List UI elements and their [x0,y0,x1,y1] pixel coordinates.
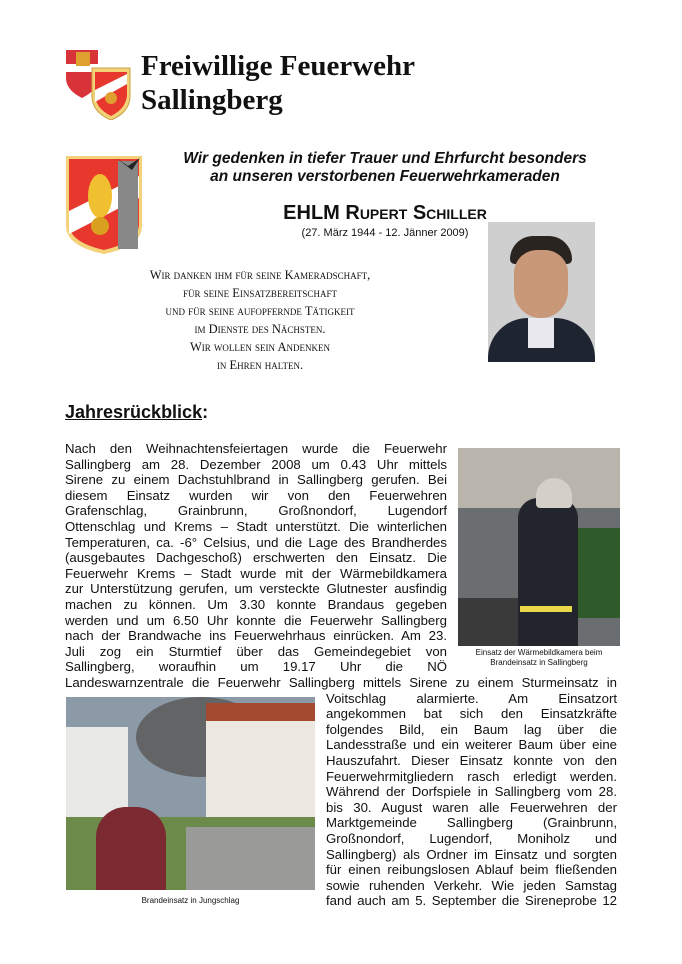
body-text-line: Voitschlag alarmierte. Am Einsatzort [326,690,617,706]
body-text-line: Feuerwehr Krems – Stadt wurde mit der Wärmebildkamera [65,565,447,581]
body-text-line: angekommen bat sich den Einsatzkräfte [326,706,617,722]
body-text-line: Sallingberg am 28. Dezember 2008 um 0.43 Uhr mittels [65,456,447,472]
section-heading-text: Jahresrückblick [65,402,203,422]
section-heading-colon: : [202,402,209,422]
photo1-caption [458,648,620,668]
body-text-line: Ottenschlag und Krems – Stadt unterstützt. Die winterlichen [65,519,447,534]
section-heading [65,402,208,423]
body-text-line: Nach den Weihnachtensfeiertagen wurde die Feuerwehr [65,441,447,456]
fire-brigade-logo [66,50,132,120]
body-text-line: (ausgebautes Dachgeschoß) erschwerten den Einsatz. Die [65,550,447,566]
thanks-line: für seine Einsatzbereitschaft [183,286,337,300]
body-text-line: Marktgemeinde Sallingberg (Grainbrunn, [326,815,617,831]
memorial-line-1: Wir gedenken in tiefer Trauer und Ehrfurcht besonders [183,150,587,167]
memorial-line-2: an unseren verstorbenen Feuerwehrkameraden [210,168,560,185]
thanks-line: Wir wollen sein Andenken [190,340,330,354]
body-text-line: diesem Einsatz wurden wir von den Feuerwehren [65,487,447,503]
fire-photo [66,697,315,890]
deceased-name: EHLM Rupert Schiller [283,202,487,224]
title-line-1: Freiwillige Feuerwehr [141,50,416,82]
body-text-line: Landesstraße und ein weiterer Baum über eine [326,737,617,753]
body-text-line: nach der Brandwache ins Feuerwehrhaus einrücken. Am 23. [65,628,447,644]
body-text-line: Sallingberg, woraufhin um 19.17 Uhr die NÖ [65,659,447,675]
body-text-line: zur Unterstützung gerufen, um versteckte Glutnester ausfindig [65,581,447,597]
deceased-dates: (27. März 1944 - 12. Jänner 2009) [301,227,469,239]
body-text-line: Während der Dorfspiele in Sallingberg vom 28. [326,784,617,800]
thanks-line: in Ehren halten. [216,358,304,372]
body-text-line: Hauszufahrt. Dieser Einsatz konnte von den [326,753,617,768]
portrait-photo [488,222,595,362]
body-text-line: Landeswarnzentrale die Feuerwehr Sallingberg mittels Sirene zu einem Sturmeinsatz in [65,675,617,690]
caption-line: Brandeinsatz in Sallingberg [490,658,588,667]
title-line-2: Sallingberg [141,84,283,116]
thanks-line: und für seine aufopfernde Tätigkeit [165,304,355,318]
body-text-line: Grafenschlag, Grainbrunn, Großnondorf, Lugendorf [65,503,447,519]
body-text-line: Großnondorf, Lugendorf, Moniholz und [326,831,617,846]
body-text-line: sowie ruhenden Verkehr. Wie jeden Samstag [326,877,617,893]
photo2-caption: Brandeinsatz in Jungschlag [141,896,240,905]
body-text-line: folgendes Bild, ein Baum lag über die [326,721,617,737]
body-text-line: bis 30. August waren alle Feuerwehren der [326,799,617,815]
caption-line: Einsatz der Wärmebildkamera beim [475,648,603,657]
thanks-text [80,266,440,374]
body-text-line: werden und um 6.50 Uhr konnte die Feuerwehr Sallingberg [65,612,447,628]
thanks-line: Wir danken ihm für seine Kameradschaft, [149,268,371,282]
body-text-line: machen zu können. Um 3.30 konnte Brandaus gegeben [65,597,447,612]
body-text-line: Feuerwehrmitgliedern rasch erledigt werden. [326,768,617,784]
thanks-line: im Dienste des Nächsten. [194,322,326,336]
body-text-line: Sallingberg) als Ordner im Einsatz und sorgten [326,846,617,862]
thermal-camera-photo [458,448,620,646]
body-text-line: Sirene zu einem Dachstuhlbrand in Sallingberg gerufen. Bei [65,472,447,488]
body-text-line: Temperaturen, ca. -6° Celsius, und die Lage des Brandherdes [65,534,447,550]
body-text-line: fand auch am 5. September die Sireneprobe 12 [326,893,617,909]
mourning-logo [66,156,142,254]
body-text-line: Juli zog ein Sturmtief über das Gemeindegebiet von [65,643,447,659]
body-text-line: für einen reibungslosen Ablauf beim fließenden [326,862,617,878]
